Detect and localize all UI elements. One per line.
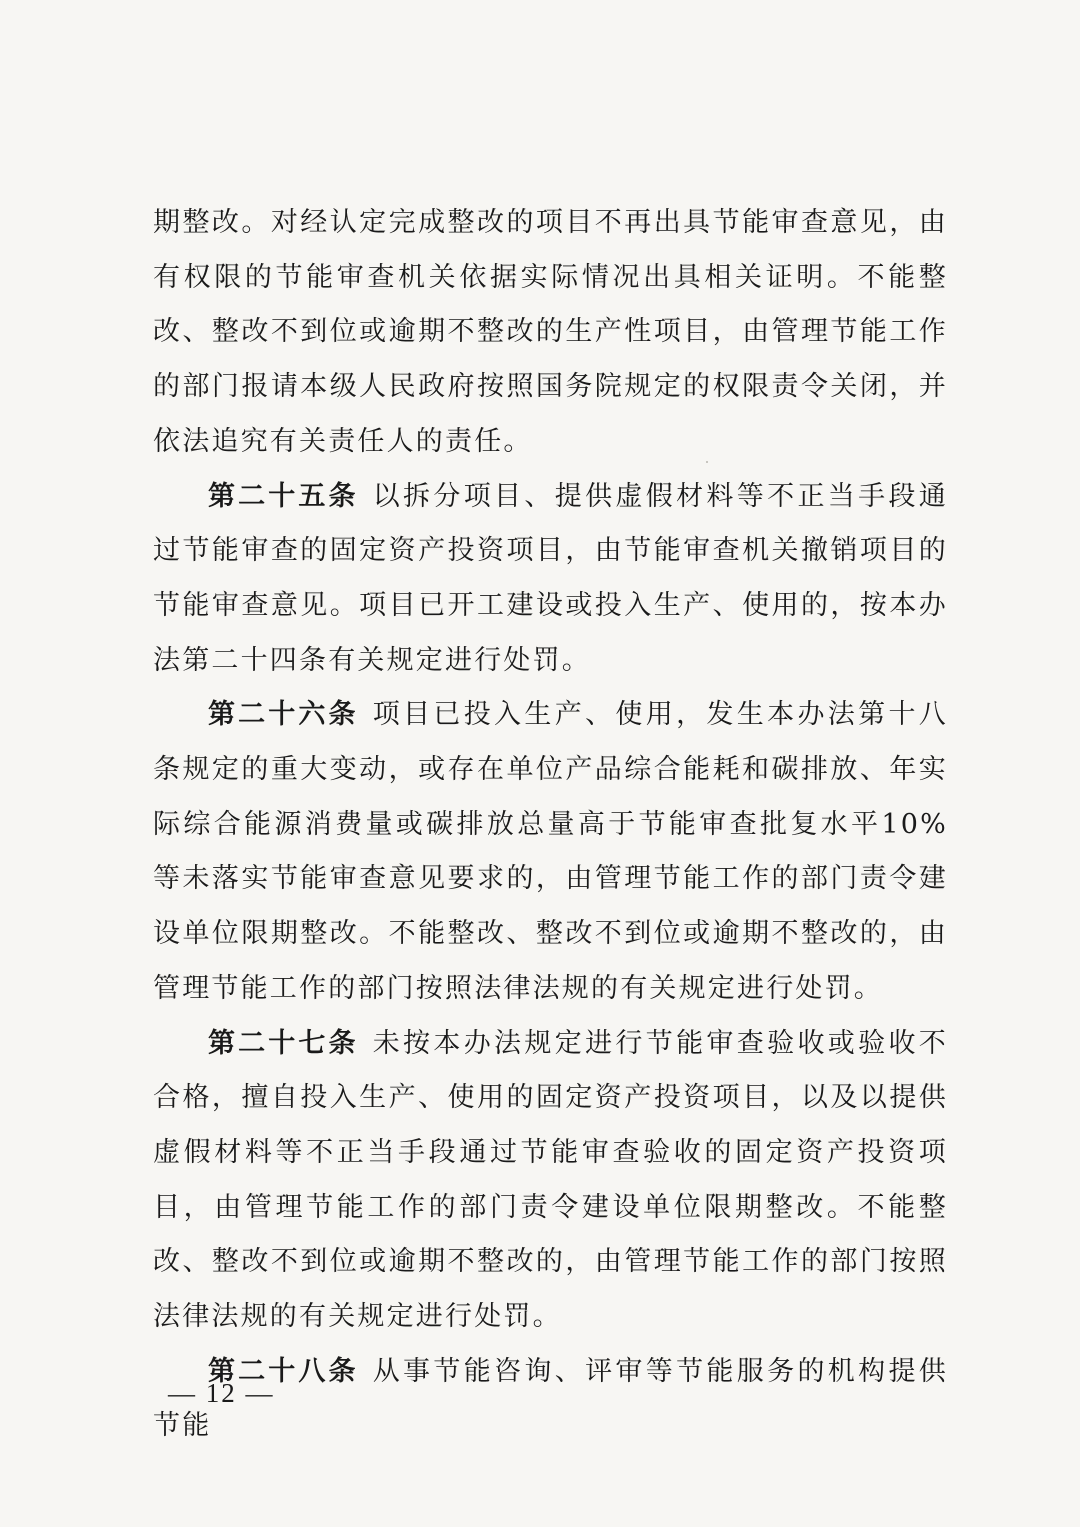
document-body: [153, 196, 948, 1454]
article-27: [153, 1017, 948, 1345]
article-25: [153, 470, 948, 689]
paragraph-continuation: [153, 196, 948, 470]
article-heading: 第二十七条: [208, 1027, 359, 1059]
article-text: 未按本办法规定进行节能审查验收或验收不合格，擅自投入生产、使用的固定资产投资项目，以及以提供虚假材料等不正当手段通过节能审查验收的固定资产投资项目，由管理节能工作的部门责令建设单位限期整改。不能整改、整改不到位或逾期不整改的，由管理节能工作的部门按照法律法规的有关规定进行处罚。: [153, 1027, 948, 1333]
page-number: — 12 —: [168, 1378, 275, 1408]
article-heading: 第二十五条: [208, 480, 359, 512]
article-text: 从事节能咨询、评审等节能服务的机构提供节能: [153, 1355, 948, 1442]
article-26: [153, 688, 948, 1016]
scan-speck: [706, 461, 708, 463]
article-heading: 第二十八条: [208, 1355, 359, 1387]
article-text: 以拆分项目、提供虚假材料等不正当手段通过节能审查的固定资产投资项目，由节能审查机关撤销项目的节能审查意见。项目已开工建设或投入生产、使用的，按本办法第二十四条有关规定进行处罚。: [153, 480, 948, 676]
article-heading: 第二十六条: [208, 699, 359, 731]
article-text: 项目已投入生产、使用，发生本办法第十八条规定的重大变动，或存在单位产品综合能耗和碳排放、年实际综合能源消费量或碳排放总量高于节能审查批复水平10%等未落实节能审查意见要求的，由管理节能工作的部门责令建设单位限期整改。不能整改、整改不到位或逾期不整改的，由管理节能工作的部门按照法律法规的有关规定进行处罚。: [153, 699, 948, 1004]
paragraph-text: 期整改。对经认定完成整改的项目不再出具节能审查意见，由有权限的节能审查机关依据实际情况出具相关证明。不能整改、整改不到位或逾期不整改的生产性项目，由管理节能工作的部门报请本级人民政府按照国务院规定的权限责令关闭，并依法追究有关责任人的责任。: [153, 207, 948, 457]
